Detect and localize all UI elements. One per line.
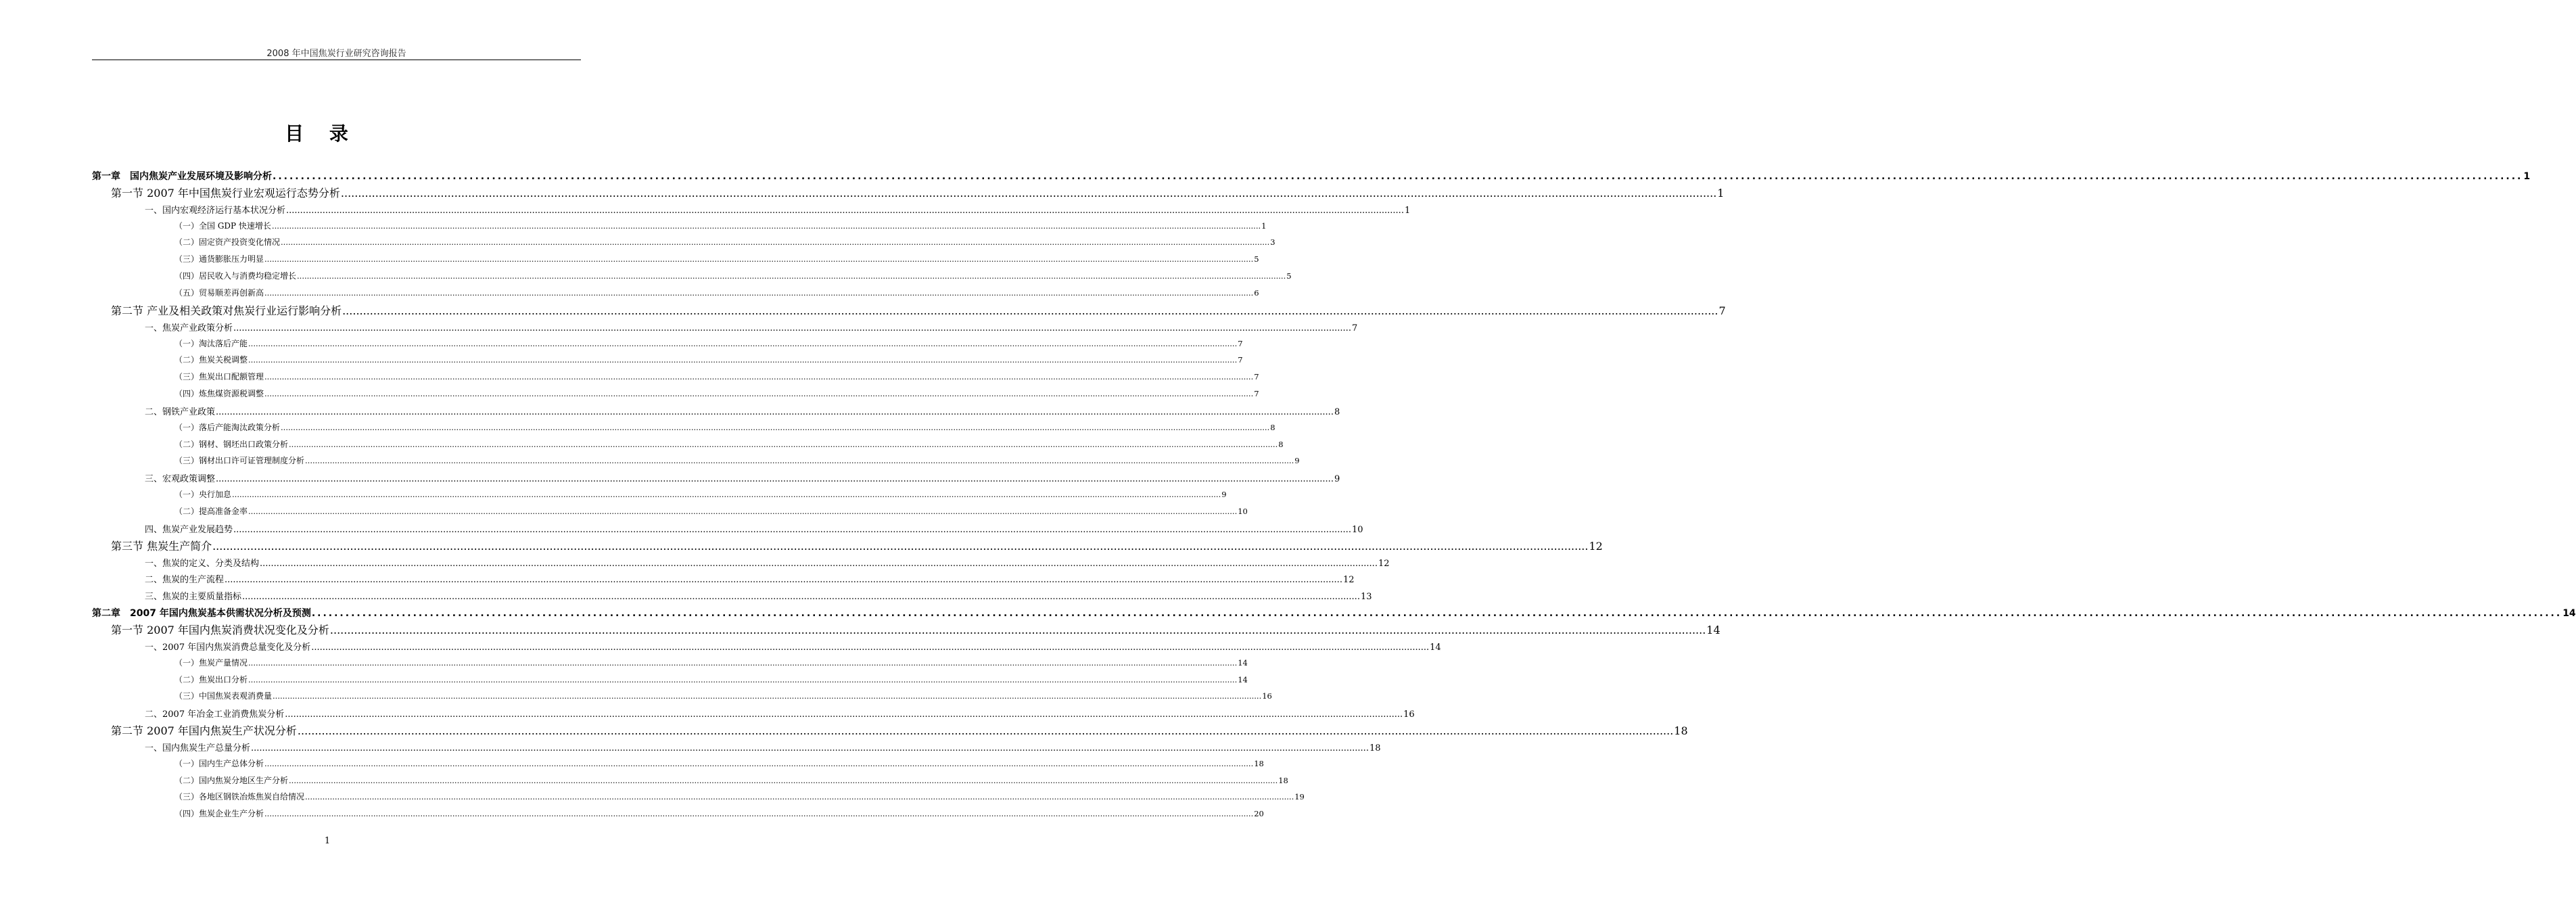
- toc-entry-page: 12: [1589, 539, 1603, 553]
- toc-entry-sub[interactable]: [174, 287, 1259, 298]
- toc-entry-page: 18: [1254, 758, 1264, 768]
- toc-entry-label: 第二节 产业及相关政策对焦炭行业运行影响分析: [111, 304, 342, 317]
- toc-entry-sub[interactable]: [174, 236, 1275, 248]
- dot-leader: ................................................................................................................................................................................................................................................................................................................................................................................................................: [248, 674, 1238, 684]
- toc-entry-label: （三）钢材出口许可证管理制度分析: [174, 456, 305, 466]
- dot-leader: ................................................................................................................................................................................................................................................................................................................................................................................................................: [264, 372, 1254, 382]
- toc-entry-page: 1: [1261, 220, 1267, 231]
- toc-entry-page: 9: [1294, 456, 1300, 466]
- toc-entry-label: 第一节 2007 年中国焦炭行业宏观运行态势分析: [111, 186, 340, 200]
- dot-leader: ................................................................................................................................................................................................................................................................................................................................................................................................................: [212, 539, 1589, 553]
- toc-entry-page: 8: [1334, 406, 1340, 417]
- dot-leader: ................................................................................................................................................................................................................................................................................................................................................................................................................: [248, 507, 1238, 516]
- toc-entry-item[interactable]: [145, 707, 1415, 720]
- dot-leader: ................................................................................................................................................................................................................................................................................................................................................................................................................: [289, 775, 1278, 785]
- toc-entry-page: 12: [1342, 575, 1355, 586]
- toc-entry-section[interactable]: [111, 185, 1725, 200]
- toc-entry-label: 三、宏观政策调整: [145, 474, 216, 485]
- dot-leader: ................................................................................................................................................................................................................................................................................................................................................................................................................: [264, 287, 1254, 298]
- toc-entry-sub[interactable]: [174, 371, 1259, 382]
- toc-entry-sub[interactable]: [174, 354, 1243, 365]
- dot-leader: ................................................................................................................................................................................................................................................................................................................................................................................................................: [248, 338, 1238, 348]
- dot-leader: ................................................................................................................................................................................................................................................................................................................................................................................................................: [286, 205, 1404, 216]
- toc-entry-page: 1: [1717, 186, 1725, 200]
- toc-entry-label: （四）居民收入与消费均稳定增长: [174, 271, 297, 281]
- toc-entry-section[interactable]: [111, 622, 1720, 637]
- toc-entry-label: （三）通货膨胀压力明显: [174, 254, 264, 264]
- toc-entry-page: 18: [1278, 775, 1288, 785]
- dot-leader: ................................................................................................................................................................................................................................................................................................................................................................................................................: [297, 724, 1674, 738]
- toc-entry-page: 14: [1238, 657, 1248, 668]
- toc-entry-chapter[interactable]: [92, 606, 2576, 620]
- dot-leader: ................................................................................................................................................................................................................................................................................................................................................................................................................: [233, 323, 1351, 333]
- toc-entry-sub[interactable]: [174, 808, 1264, 819]
- dot-leader: ................................................................................................................................................................................................................................................................................................................................................................................................................: [216, 406, 1334, 417]
- toc-entry-section[interactable]: [111, 302, 1726, 318]
- toc-entry-label: 四、焦炭产业发展趋势: [145, 524, 233, 535]
- toc-entry-label: （一）央行加息: [174, 490, 232, 500]
- dot-leader: ................................................................................................................................................................................................................................................................................................................................................................................................................: [311, 608, 2562, 620]
- toc-entry-page: 9: [1221, 490, 1227, 500]
- dot-leader: ................................................................................................................................................................................................................................................................................................................................................................................................................: [273, 691, 1262, 701]
- toc-entry-label: 一、焦炭的定义、分类及结构: [145, 558, 260, 569]
- toc-entry-page: 1: [2523, 171, 2531, 182]
- toc-entry-label: 三、焦炭的主要质量指标: [145, 592, 242, 603]
- toc-entry-page: 8: [1278, 439, 1284, 449]
- toc-entry-item[interactable]: [145, 589, 1372, 603]
- toc-entry-sub[interactable]: [174, 337, 1243, 349]
- toc-entry-page: 10: [1351, 524, 1363, 535]
- page-number: 1: [324, 836, 331, 846]
- toc-entry-page: 9: [1334, 474, 1340, 485]
- toc-entry-sub[interactable]: [174, 421, 1275, 433]
- toc-entry-label: 二、焦炭的生产流程: [145, 575, 225, 586]
- toc-entry-item[interactable]: [145, 522, 1363, 535]
- toc-entry-label: （二）焦炭关税调整: [174, 355, 248, 365]
- toc-entry-page: 8: [1270, 422, 1275, 432]
- toc-entry-page: 3: [1270, 237, 1275, 248]
- toc-entry-page: 16: [1403, 709, 1415, 720]
- toc-entry-page: 6: [1254, 287, 1259, 298]
- dot-leader: ................................................................................................................................................................................................................................................................................................................................................................................................................: [305, 792, 1294, 802]
- dot-leader: ................................................................................................................................................................................................................................................................................................................................................................................................................: [285, 709, 1403, 720]
- toc-entry-sub[interactable]: [174, 791, 1305, 802]
- toc-entry-page: 18: [1369, 743, 1381, 753]
- toc-entry-sub[interactable]: [174, 690, 1272, 701]
- dot-leader: ................................................................................................................................................................................................................................................................................................................................................................................................................: [281, 422, 1270, 432]
- dot-leader: ................................................................................................................................................................................................................................................................................................................................................................................................................: [271, 220, 1261, 231]
- toc-entry-chapter[interactable]: [92, 169, 2531, 183]
- toc-entry-page: 5: [1254, 254, 1259, 264]
- toc-entry-label: （三）各地区钢铁冶炼焦炭自给情况: [174, 792, 305, 802]
- toc-entry-page: 7: [1254, 389, 1259, 399]
- toc-entry-label: 一、2007 年国内焦炭消费总量变化及分析: [145, 642, 311, 653]
- toc-entry-label: （三）焦炭出口配额管理: [174, 372, 264, 382]
- toc-entry-page: 14: [2562, 608, 2576, 620]
- running-header: 2008 年中国焦炭行业研究咨询报告: [266, 49, 406, 59]
- toc-entry-sub[interactable]: [174, 758, 1264, 769]
- dot-leader: ................................................................................................................................................................................................................................................................................................................................................................................................................: [297, 271, 1286, 281]
- toc-entry-page: 7: [1351, 323, 1358, 333]
- dot-leader: ................................................................................................................................................................................................................................................................................................................................................................................................................: [340, 186, 1717, 200]
- toc-entry-page: 16: [1262, 691, 1272, 701]
- toc-entry-label: （二）固定资产投资变化情况: [174, 237, 281, 248]
- toc-entry-sub[interactable]: [174, 505, 1248, 517]
- dot-leader: ................................................................................................................................................................................................................................................................................................................................................................................................................: [248, 355, 1238, 365]
- toc-entry-page: 10: [1238, 507, 1248, 516]
- toc-entry-label: （二）国内焦炭分地区生产分析: [174, 775, 289, 785]
- dot-leader: ................................................................................................................................................................................................................................................................................................................................................................................................................: [264, 389, 1254, 399]
- toc-entry-sub[interactable]: [174, 657, 1248, 668]
- toc-entry-label: 第一章 国内焦炭产业发展环境及影响分析: [92, 171, 272, 182]
- toc-entry-sub[interactable]: [174, 438, 1284, 450]
- toc-entry-section[interactable]: [111, 538, 1603, 553]
- dot-leader: ................................................................................................................................................................................................................................................................................................................................................................................................................: [311, 642, 1430, 653]
- toc-entry-label: 第二节 2007 年国内焦炭生产状况分析: [111, 724, 297, 738]
- toc-entry-label: （二）钢材、钢坯出口政策分析: [174, 439, 289, 449]
- dot-leader: ................................................................................................................................................................................................................................................................................................................................................................................................................: [329, 623, 1706, 636]
- toc-entry-page: 14: [1430, 642, 1441, 653]
- toc-entry-label: （一）全国 GDP 快速增长: [174, 220, 271, 231]
- toc-entry-page: 12: [1378, 558, 1390, 569]
- toc-entry-sub[interactable]: [174, 220, 1267, 231]
- toc-entry-page: 7: [1254, 372, 1259, 382]
- toc-entry-item[interactable]: [145, 556, 1390, 569]
- toc-entry-page: 7: [1238, 355, 1243, 365]
- toc-entry-item[interactable]: [145, 471, 1340, 485]
- toc-entry-item[interactable]: [145, 321, 1358, 333]
- toc-entry-item[interactable]: [145, 203, 1411, 216]
- toc-entry-item[interactable]: [145, 640, 1441, 653]
- toc-entry-section[interactable]: [111, 722, 1688, 738]
- toc-entry-sub[interactable]: [174, 270, 1292, 281]
- toc-entry-sub[interactable]: [174, 774, 1288, 786]
- toc-entry-label: 二、2007 年冶金工业消费焦炭分析: [145, 709, 285, 720]
- toc-entry-sub[interactable]: [174, 253, 1259, 264]
- dot-leader: ................................................................................................................................................................................................................................................................................................................................................................................................................: [281, 237, 1270, 248]
- dot-leader: ................................................................................................................................................................................................................................................................................................................................................................................................................: [248, 657, 1238, 668]
- dot-leader: ................................................................................................................................................................................................................................................................................................................................................................................................................: [273, 171, 2523, 182]
- toc-entry-sub[interactable]: [174, 488, 1227, 500]
- toc-entry-label: （一）国内生产总体分析: [174, 758, 264, 768]
- dot-leader: ................................................................................................................................................................................................................................................................................................................................................................................................................: [264, 809, 1254, 819]
- toc-entry-label: 一、国内宏观经济运行基本状况分析: [145, 205, 286, 216]
- toc-entry-label: 第二章 2007 年国内焦炭基本供需状况分析及预测: [92, 608, 311, 620]
- toc-entry-label: （二）提高准备金率: [174, 507, 248, 516]
- toc-entry-item[interactable]: [145, 404, 1340, 417]
- toc-entry-sub[interactable]: [174, 674, 1248, 685]
- toc-entry-label: 二、钢铁产业政策: [145, 406, 216, 417]
- toc-entry-label: 第三节 焦炭生产简介: [111, 539, 212, 553]
- toc-entry-label: （五）贸易顺差再创新高: [174, 287, 264, 298]
- toc-entry-page: 19: [1294, 792, 1305, 802]
- dot-leader: ................................................................................................................................................................................................................................................................................................................................................................................................................: [225, 575, 1342, 586]
- toc-entry-sub[interactable]: [174, 388, 1259, 399]
- dot-leader: ................................................................................................................................................................................................................................................................................................................................................................................................................: [342, 304, 1718, 317]
- dot-leader: ................................................................................................................................................................................................................................................................................................................................................................................................................: [233, 524, 1351, 535]
- toc-entry-page: 7: [1238, 338, 1243, 348]
- toc-entry-page: 7: [1718, 304, 1726, 317]
- toc-entry-label: （一）落后产能淘汰政策分析: [174, 422, 281, 432]
- dot-leader: ................................................................................................................................................................................................................................................................................................................................................................................................................: [289, 439, 1278, 449]
- toc-entry-page: 13: [1360, 592, 1372, 603]
- toc-entry-item[interactable]: [145, 572, 1355, 586]
- dot-leader: ................................................................................................................................................................................................................................................................................................................................................................................................................: [264, 758, 1254, 768]
- dot-leader: ................................................................................................................................................................................................................................................................................................................................................................................................................: [264, 254, 1254, 264]
- dot-leader: ................................................................................................................................................................................................................................................................................................................................................................................................................: [232, 490, 1221, 500]
- toc-entry-label: （四）焦炭企业生产分析: [174, 809, 264, 819]
- toc-entry-label: 一、国内焦炭生产总量分析: [145, 743, 251, 753]
- toc-entry-label: （二）焦炭出口分析: [174, 674, 248, 684]
- toc-entry-label: （四）炼焦煤资源税调整: [174, 389, 264, 399]
- dot-leader: ................................................................................................................................................................................................................................................................................................................................................................................................................: [305, 456, 1294, 466]
- toc-entry-page: 14: [1706, 623, 1720, 636]
- dot-leader: ................................................................................................................................................................................................................................................................................................................................................................................................................: [260, 558, 1378, 569]
- toc-entry-item[interactable]: [145, 741, 1381, 753]
- toc-entry-page: 18: [1674, 724, 1688, 738]
- toc-entry-page: 20: [1254, 809, 1264, 819]
- toc-entry-label: 第一节 2007 年国内焦炭消费状况变化及分析: [111, 623, 329, 636]
- dot-leader: ................................................................................................................................................................................................................................................................................................................................................................................................................: [242, 592, 1360, 603]
- toc-entry-label: （三）中国焦炭表观消费量: [174, 691, 273, 701]
- toc-entry-label: （一）淘汰落后产能: [174, 338, 248, 348]
- toc-entry-page: 1: [1404, 205, 1411, 216]
- page-title: 目 录: [285, 122, 358, 145]
- toc-entry-label: （一）焦炭产量情况: [174, 657, 248, 668]
- dot-leader: ................................................................................................................................................................................................................................................................................................................................................................................................................: [251, 743, 1369, 753]
- dot-leader: ................................................................................................................................................................................................................................................................................................................................................................................................................: [216, 474, 1334, 485]
- toc-entry-sub[interactable]: [174, 454, 1300, 466]
- toc-entry-page: 14: [1238, 674, 1248, 684]
- toc-entry-label: 一、焦炭产业政策分析: [145, 323, 233, 333]
- toc-entry-page: 5: [1286, 271, 1292, 281]
